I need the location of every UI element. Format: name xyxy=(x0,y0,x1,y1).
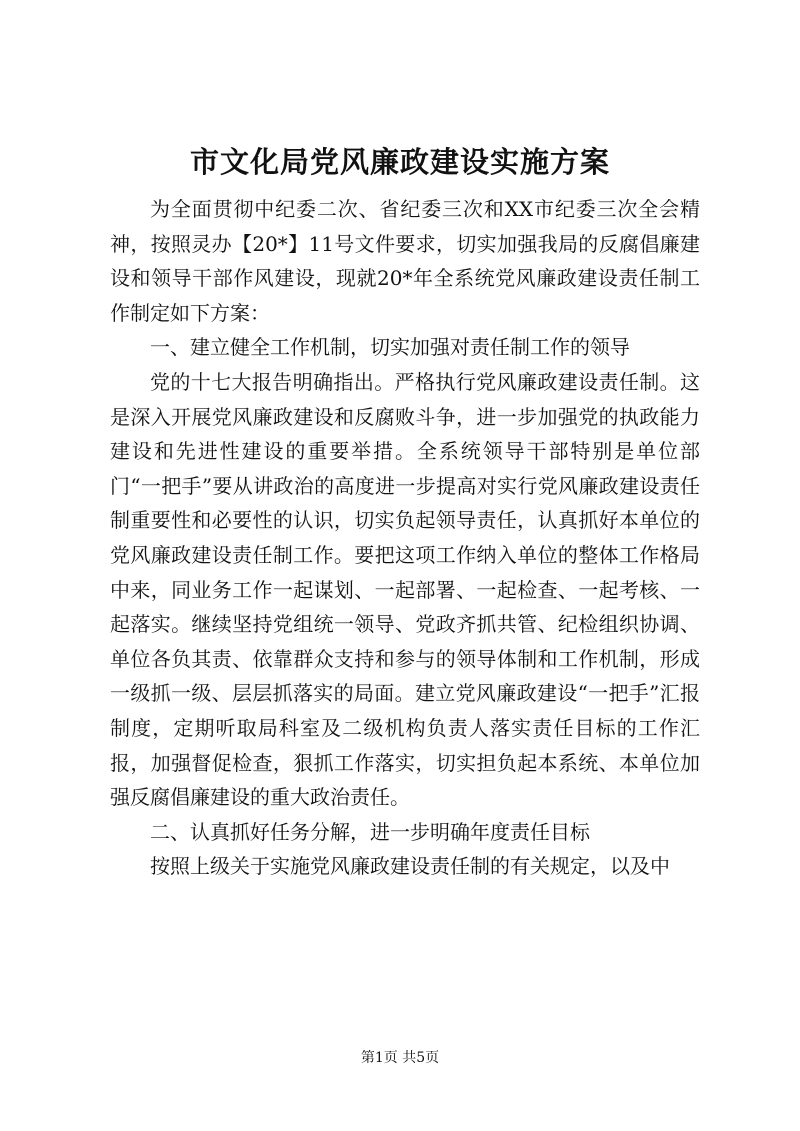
intro-paragraph: 为全面贯彻中纪委二次、省纪委三次和XX市纪委三次全会精神，按照灵办【20*】11号文件要求，切实加强我局的反腐倡廉建设和领导干部作风建设，现就20*年全系统党风廉政建设责任制工作制定如下方案： xyxy=(110,197,700,325)
page-footer: 第1页 共5页 xyxy=(360,1050,440,1066)
section-1-paragraph: 党的十七大报告明确指出。严格执行党风廉政建设责任制。这是深入开展党风廉政建设和反腐败斗争，进一步加强党的执政能力建设和先进性建设的重要举措。全系统领导干部特别是单位部门“一把手”要从讲政治的高度进一步提高对实行党风廉政建设责任制重要性和必要性的认识，切实负起领导责任，认真抓好本单位的党风廉政建设责任制工作。要把这项工作纳入单位的整体工作格局中来，同业务工作一起谋划、一起部署、一起检查、一起考核、一起落实。继续坚持党组统一领导、党政齐抓共管、纪检组织协调、单位各负其责、依靠群众支持和参与的领导体制和工作机制，形成一级抓一级、层层抓落实的局面。建立党风廉政建设“一把手”汇报制度，定期听取局科室及二级机构负责人落实责任目标的工作汇报，加强督促检查，狠抓工作落实，切实担负起本系统、本单位加强反腐倡廉建设的重大政治责任。 xyxy=(110,369,700,810)
section-heading-1: 一、建立健全工作机制，切实加强对责任制工作的领导 xyxy=(150,335,630,360)
document-title: 市文化局党风廉政建设实施方案 xyxy=(189,145,610,179)
section-2-paragraph: 按照上级关于实施党风廉政建设责任制的有关规定，以及中 xyxy=(150,854,670,879)
document-body xyxy=(110,192,700,884)
section-heading-2: 二、认真抓好任务分解，进一步明确年度责任目标 xyxy=(150,819,590,844)
